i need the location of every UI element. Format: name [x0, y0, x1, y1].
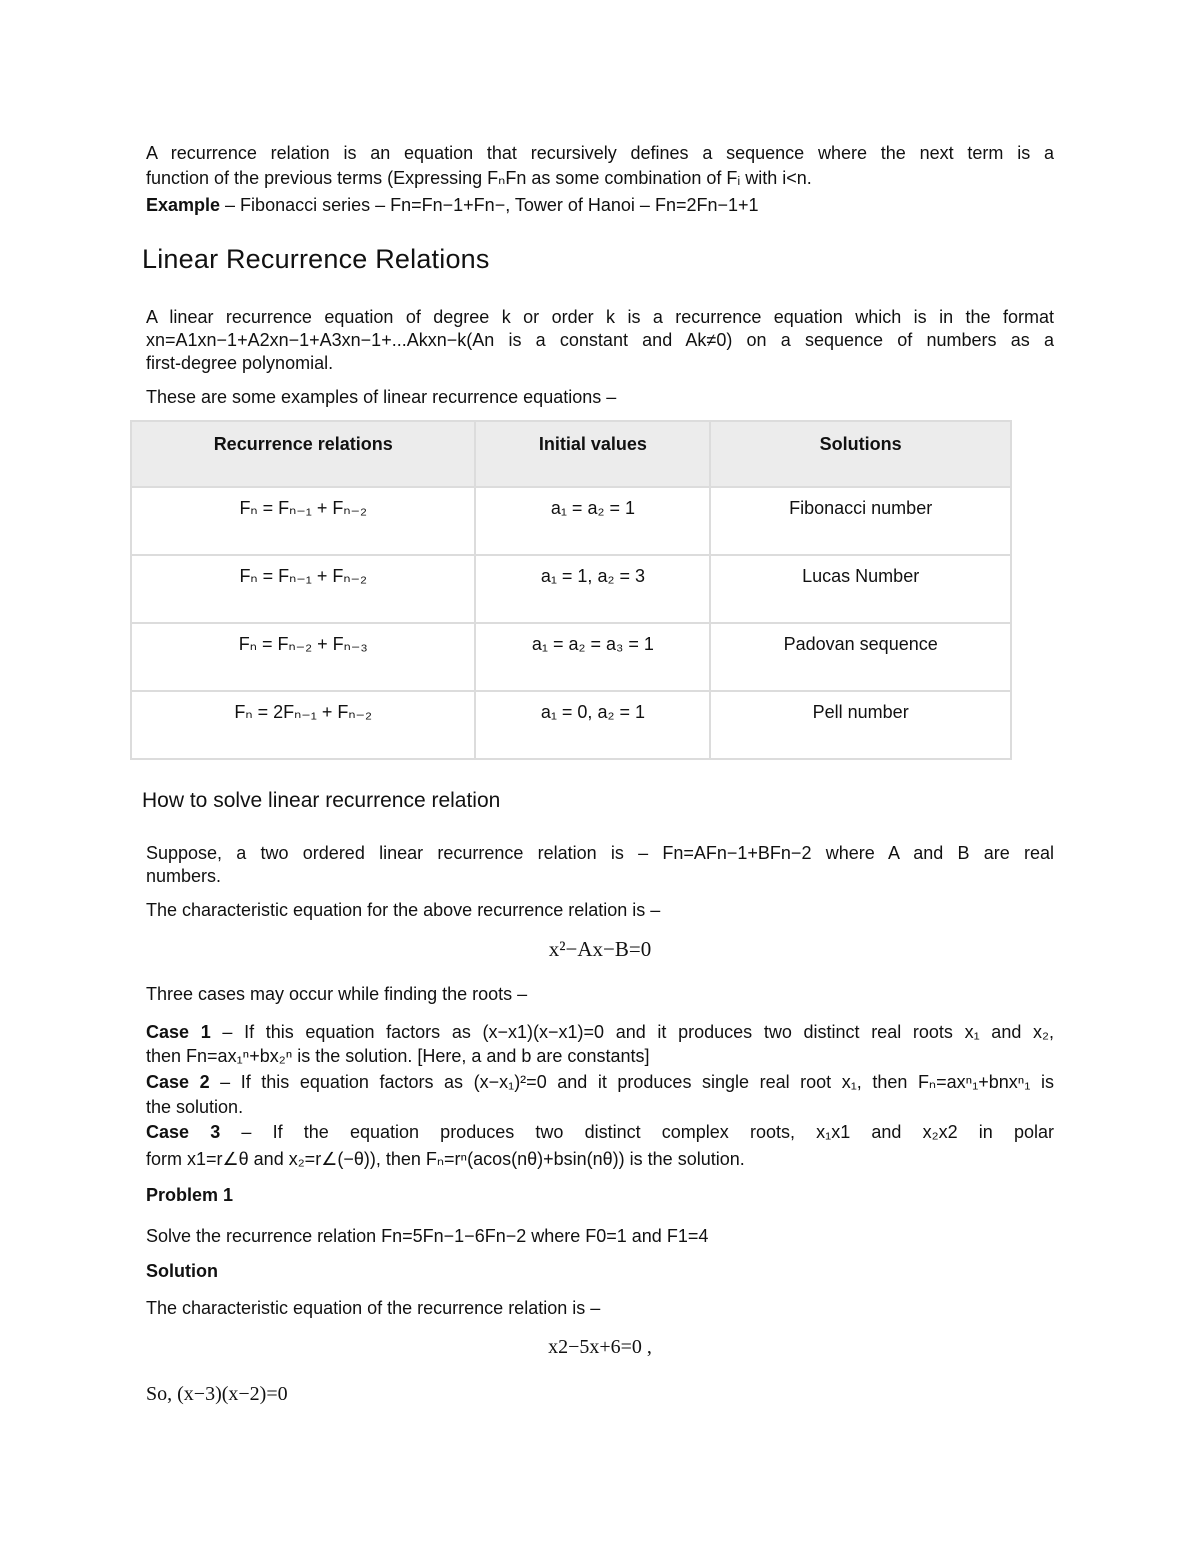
- case-2-line-2: the solution.: [146, 1097, 244, 1117]
- cell-initial: a₁ = 0, a₂ = 1: [475, 691, 710, 759]
- problem-label-text: Problem 1: [146, 1185, 234, 1205]
- problem-statement: Solve the recurrence relation Fn=5Fn−1−6Fn−2 where F0=1 and F1=4: [146, 1226, 709, 1246]
- case-3-line-2: form x1=r∠θ and x₂=r∠(−θ)), then Fₙ=rⁿ(acos(nθ)+bsin(nθ)) is the solution.: [146, 1149, 745, 1169]
- intro-example: [146, 194, 1054, 217]
- solution-label: [146, 1260, 1054, 1283]
- cell-recurrence: Fₙ = 2Fₙ₋₁ + Fₙ₋₂: [131, 691, 475, 759]
- cell-solution: Pell number: [710, 691, 1011, 759]
- char-intro: The characteristic equation for the above recurrence relation is –: [146, 900, 661, 920]
- case-3-label: Case 3: [146, 1122, 221, 1142]
- solution-equation: x2−5x+6=0 ,: [548, 1336, 652, 1358]
- case-2-line-1: [146, 1071, 1054, 1094]
- problem-label: [146, 1184, 1054, 1207]
- table-row: [131, 487, 1011, 555]
- suppose-line-1: Suppose, a two ordered linear recurrence relation is – Fn=AFn−1+BFn−2 where A and B are real: [146, 843, 1054, 863]
- solution-intro: The characteristic equation of the recurrence relation is –: [146, 1298, 601, 1318]
- case-1-line-2: then Fn=ax₁ⁿ+bx₂ⁿ is the solution. [Here, a and b are constants]: [146, 1046, 650, 1066]
- cell-initial: a₁ = 1, a₂ = 3: [475, 555, 710, 623]
- section-heading-how-to-solve: How to solve linear recurrence relation: [142, 789, 501, 812]
- cell-recurrence: Fₙ = Fₙ₋₂ + Fₙ₋₃: [131, 623, 475, 691]
- cell-solution: Fibonacci number: [710, 487, 1011, 555]
- section-heading-linear: Linear Recurrence Relations: [142, 244, 490, 274]
- cell-recurrence: Fₙ = Fₙ₋₁ + Fₙ₋₂: [131, 555, 475, 623]
- table-row: [131, 623, 1011, 691]
- solution-label-text: Solution: [146, 1261, 218, 1281]
- three-cases: Three cases may occur while finding the roots –: [146, 984, 528, 1004]
- solution-factored: So, (x−3)(x−2)=0: [146, 1383, 288, 1405]
- header-recurrence: Recurrence relations: [131, 421, 475, 487]
- case-2-text: – If this equation factors as (x−x₁)²=0 and it produces single real root x₁, then Fₙ=axⁿ₁+bnxⁿ₁ is: [209, 1072, 1054, 1092]
- linear-para-line-2: xn=A1xn−1+A2xn−1+A3xn−1+...Akxn−k(An is a constant and Ak≠0) on a sequence of numbers as a: [146, 330, 1054, 350]
- intro-line-2: function of the previous terms (Expressing FₙFn as some combination of Fᵢ with i<n.: [146, 168, 812, 188]
- header-solutions: Solutions: [710, 421, 1011, 487]
- cell-solution: Padovan sequence: [710, 623, 1011, 691]
- linear-para-line-3: first-degree polynomial.: [146, 353, 334, 373]
- example-label: Example: [146, 195, 221, 215]
- case-1-line-1: [146, 1021, 1054, 1044]
- cell-initial: a₁ = a₂ = 1: [475, 487, 710, 555]
- case-1-label: Case 1: [146, 1022, 211, 1042]
- header-initial-values: Initial values: [475, 421, 710, 487]
- cell-initial: a₁ = a₂ = a₃ = 1: [475, 623, 710, 691]
- case-3-text: – If the equation produces two distinct complex roots, x₁x1 and x₂x2 in polar: [220, 1122, 1054, 1142]
- example-text: – Fibonacci series – Fn=Fn−1+Fn−, Tower of Hanoi – Fn=2Fn−1+1: [220, 195, 759, 215]
- intro-line-1: A recurrence relation is an equation that recursively defines a sequence where the next term is a: [146, 143, 1054, 163]
- case-3-line-1: [146, 1121, 1054, 1144]
- char-equation: x²−Ax−B=0: [548, 937, 652, 961]
- table-header-row: [131, 421, 1011, 487]
- case-1-text: – If this equation factors as (x−x1)(x−x1)=0 and it produces two distinct real roots x₁ and x₂,: [210, 1022, 1054, 1042]
- table-row: [131, 691, 1011, 759]
- examples-intro: These are some examples of linear recurrence equations –: [146, 387, 617, 407]
- cell-recurrence: Fₙ = Fₙ₋₁ + Fₙ₋₂: [131, 487, 475, 555]
- linear-para-line-1: A linear recurrence equation of degree k or order k is a recurrence equation which is in the format: [146, 307, 1054, 327]
- case-2-label: Case 2: [146, 1072, 210, 1092]
- recurrence-table: [130, 420, 1012, 760]
- cell-solution: Lucas Number: [710, 555, 1011, 623]
- table-row: [131, 555, 1011, 623]
- suppose-line-2: numbers.: [146, 866, 222, 886]
